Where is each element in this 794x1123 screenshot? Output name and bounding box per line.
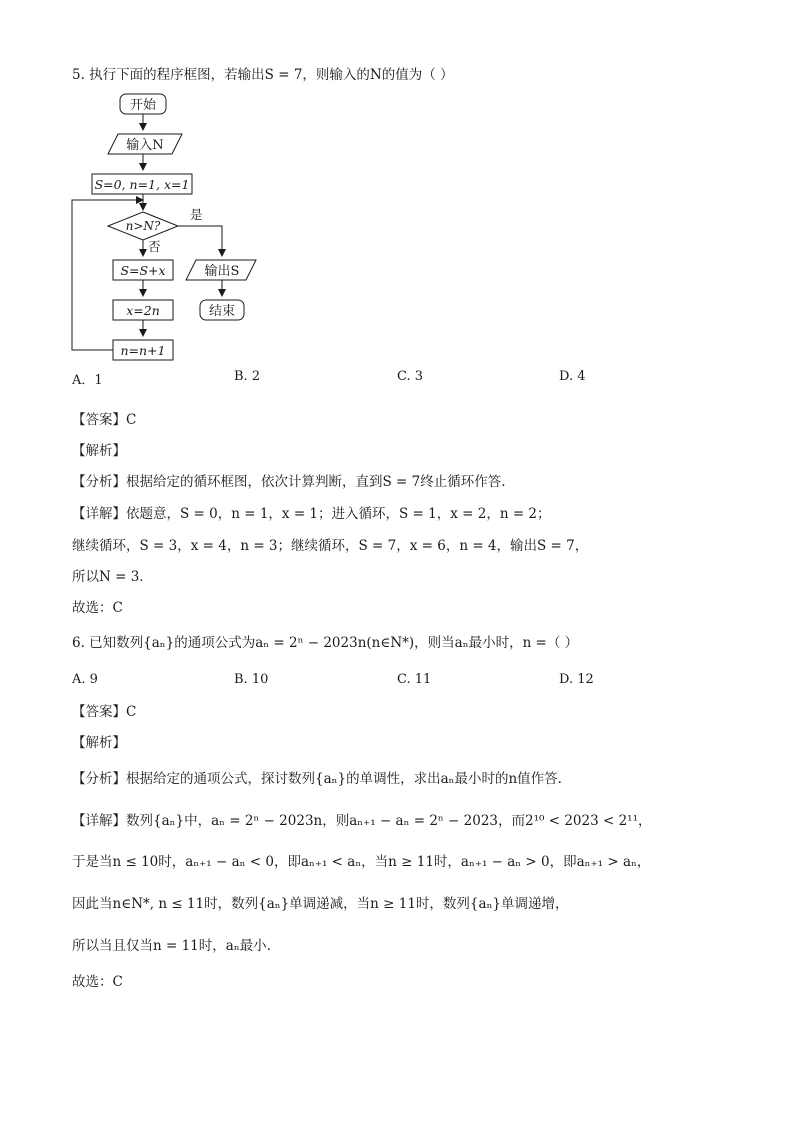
q5-option-a[interactable]: A．1: [72, 373, 103, 388]
q5-xiangjie-2: 继续循环，S = 3，x = 4，n = 3；继续循环，S = 7，x = 6，n = 4，输出S = 7，: [72, 538, 589, 554]
flow-step3-label: n=n+1: [120, 343, 166, 358]
flow-init-label: S=0, n=1, x=1: [94, 177, 190, 192]
q5-jiexi: 【解析】: [72, 443, 126, 459]
flow-no-label: 否: [148, 239, 161, 254]
flow-yes-label: 是: [190, 207, 203, 222]
flow-input-label: 输入N: [126, 138, 164, 153]
flow-step2-label: x=2n: [126, 303, 160, 318]
flow-start-label: 开始: [129, 98, 157, 113]
q6-option-a[interactable]: A. 9: [72, 672, 98, 687]
q5-option-c[interactable]: C. 3: [397, 369, 424, 384]
q6-xiangjie-3: 因此当n∈N*, n ≤ 11时，数列{aₙ}单调递减，当n ≥ 11时，数列{aₙ}单调递增，: [72, 896, 569, 912]
q5-guxuan: 故选：C: [72, 600, 123, 616]
q6-stem: 6. 已知数列{aₙ}的通项公式为aₙ = 2ⁿ − 2023n(n∈N*)，则当aₙ最小时，n =（ ）: [72, 635, 579, 651]
q6-option-d[interactable]: D. 12: [559, 672, 594, 687]
q5-option-d[interactable]: D. 4: [559, 369, 586, 384]
q5-flowchart: [60, 88, 360, 388]
q5-xiangjie-3: 所以N = 3．: [72, 569, 153, 585]
q5-fenxi: 【分析】根据给定的循环框图，依次计算判断，直到S = 7终止循环作答.: [72, 474, 506, 490]
flow-end-label: 结束: [208, 304, 236, 319]
q6-option-b[interactable]: B. 10: [234, 672, 269, 687]
q5-stem: 5. 执行下面的程序框图，若输出S = 7，则输入的N的值为（ ）: [72, 67, 454, 83]
q5-xiangjie-1: 【详解】依题意，S = 0，n = 1，x = 1；进入循环，S = 1，x = 2，n = 2；: [72, 506, 551, 522]
q6-xiangjie-1: 【详解】数列{aₙ}中，aₙ = 2ⁿ − 2023n，则aₙ₊₁ − aₙ = 2ⁿ − 2023，而2¹⁰ < 2023 < 2¹¹，: [72, 813, 652, 829]
q6-option-c[interactable]: C. 11: [397, 672, 432, 687]
q6-answer: 【答案】C: [72, 704, 137, 720]
flow-cond-label: n>N?: [125, 219, 161, 233]
q5-option-b[interactable]: B. 2: [234, 369, 261, 384]
flow-step1-label: S=S+x: [120, 263, 166, 278]
q5-answer: 【答案】C: [72, 412, 137, 428]
q6-xiangjie-2: 于是当n ≤ 10时，aₙ₊₁ − aₙ < 0，即aₙ₊₁ < aₙ，当n ≥ 11时，aₙ₊₁ − aₙ > 0，即aₙ₊₁ > aₙ，: [72, 854, 651, 870]
flow-output-label: 输出S: [204, 264, 240, 279]
q6-guxuan: 故选：C: [72, 974, 123, 990]
q6-xiangjie-4: 所以当且仅当n = 11时，aₙ最小.: [72, 938, 271, 954]
q6-jiexi: 【解析】: [72, 735, 126, 751]
q6-fenxi: 【分析】根据给定的通项公式，探讨数列{aₙ}的单调性，求出aₙ最小时的n值作答.: [72, 771, 562, 787]
